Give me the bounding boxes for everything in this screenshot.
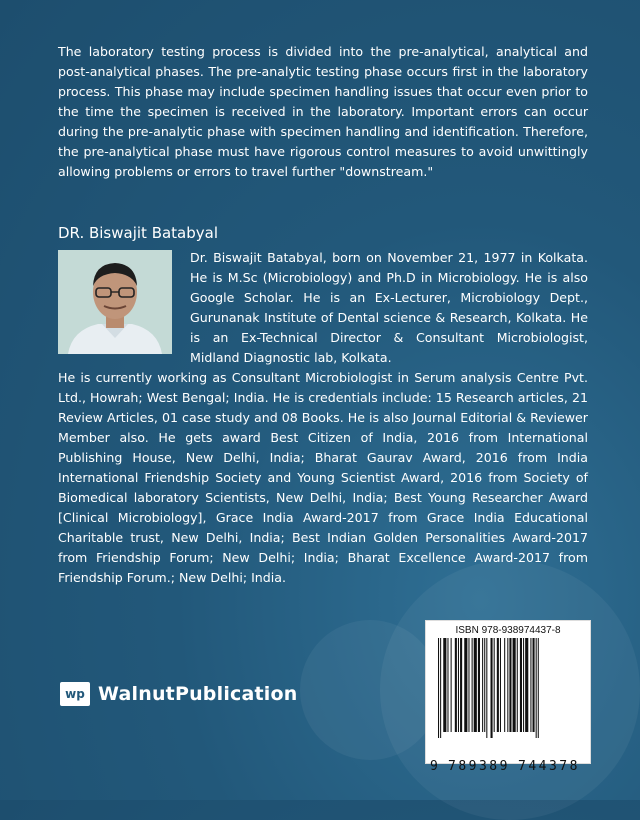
barcode-bar: [525, 638, 528, 732]
barcode-bar: [504, 638, 505, 732]
barcode-bar: [455, 638, 457, 732]
barcode-bar: [520, 638, 522, 732]
barcode-digits-right: 744378: [518, 759, 580, 774]
barcode-bar: [536, 638, 537, 738]
barcode-bar: [464, 638, 467, 732]
barcode-bar: [533, 638, 535, 732]
barcode-bar: [486, 638, 487, 738]
barcode-bar: [513, 638, 516, 732]
barcode-bar: [474, 638, 477, 732]
barcode-bar: [478, 638, 480, 732]
author-name: DR. Biswajit Batabyal: [58, 224, 219, 242]
barcode-bar: [460, 638, 462, 732]
barcode-bar: [458, 638, 459, 732]
publisher-brand: [60, 682, 298, 706]
barcode-bar: [494, 638, 495, 732]
isbn-label: ISBN 978-938974437-8: [455, 625, 561, 636]
barcode-bar: [443, 638, 446, 732]
barcode-bar: [517, 638, 518, 732]
publisher-logo: wp: [60, 682, 90, 706]
barcode-bar: [523, 638, 524, 732]
barcode-bar: [509, 638, 511, 732]
barcode-bar: [484, 638, 485, 732]
author-bio-intro: Dr. Biswajit Batabyal, born on November 21, 1977 in Kolkata. He is M.Sc (Microbiology) and Ph.D in Microbiology. He is also Google Scholar. He is an Ex-Lecturer, Microbiology Dept., Gurunanak Institute of Dental science & Research, Kolkata. He is an Ex-Technical Director & Consultant Microbiologist, Midland Diagnostic lab, Kolkata.: [190, 250, 588, 365]
barcode-bar: [482, 638, 483, 732]
barcode-digit-first: 9: [430, 759, 438, 774]
barcode-bar: [451, 638, 452, 732]
back-cover-blurb: The laboratory testing process is divided into the pre-analytical, analytical and post-analytical phases. The pre-analytic testing phase occurs first in the laboratory process. This phase may include specimen handling issues that occur even prior to the time the specimen is received in the laboratory. Important errors can occur during the pre-analytic phase with specimen handling and identification. Therefore, the pre-analytical phase must have rigorous control measures to avoid unwittingly allowing problems or errors to travel further "downstream.": [58, 44, 588, 179]
author-bio-details: He is currently working as Consultant Microbiologist in Serum analysis Centre Pvt. Ltd., Howrah; West Bengal; India. He is credentials include: 15 Research articles, 21 Review Articles, 01 case study and 08 Books. He is also Journal Editorial & Reviewer Member also. He gets award Best Citizen of India, 2016 from International Publishing House, New Delhi, India; Bharat Gaurav Award, 2016 from India International Friendship Society and Young Scientist Award, 2016 from Society of Biomedical laboratory Scientists, New Delhi, India; Best Young Researcher Award [Clinical Microbiology], Grace India Award-2017 from Grace India Educational Charitable trust, New Delhi, India; Best Indian Golden Personalities Award-2017 from Friendship Forum; New Delhi; India; Bharat Excellence Award-2017 from Friendship Forum.; New Delhi; India.: [58, 370, 588, 585]
barcode-digits-left: 789389: [448, 759, 510, 774]
barcode-bar: [530, 638, 531, 732]
barcode-bar: [472, 638, 473, 732]
barcode-bar: [500, 638, 501, 732]
barcode-bars: [436, 638, 580, 738]
publisher-name: WalnutPublication: [98, 683, 298, 705]
barcode-bar: [447, 638, 448, 732]
barcode-bar: [438, 638, 439, 738]
barcode-bar: [538, 638, 539, 738]
barcode-bar: [491, 638, 493, 738]
background-decoration: [300, 620, 440, 760]
author-photo: [58, 250, 172, 354]
isbn-barcode: [425, 620, 591, 774]
barcode-bar: [468, 638, 469, 732]
barcode-bar: [507, 638, 508, 732]
barcode-bar: [497, 638, 499, 732]
barcode-bar: [440, 638, 441, 738]
